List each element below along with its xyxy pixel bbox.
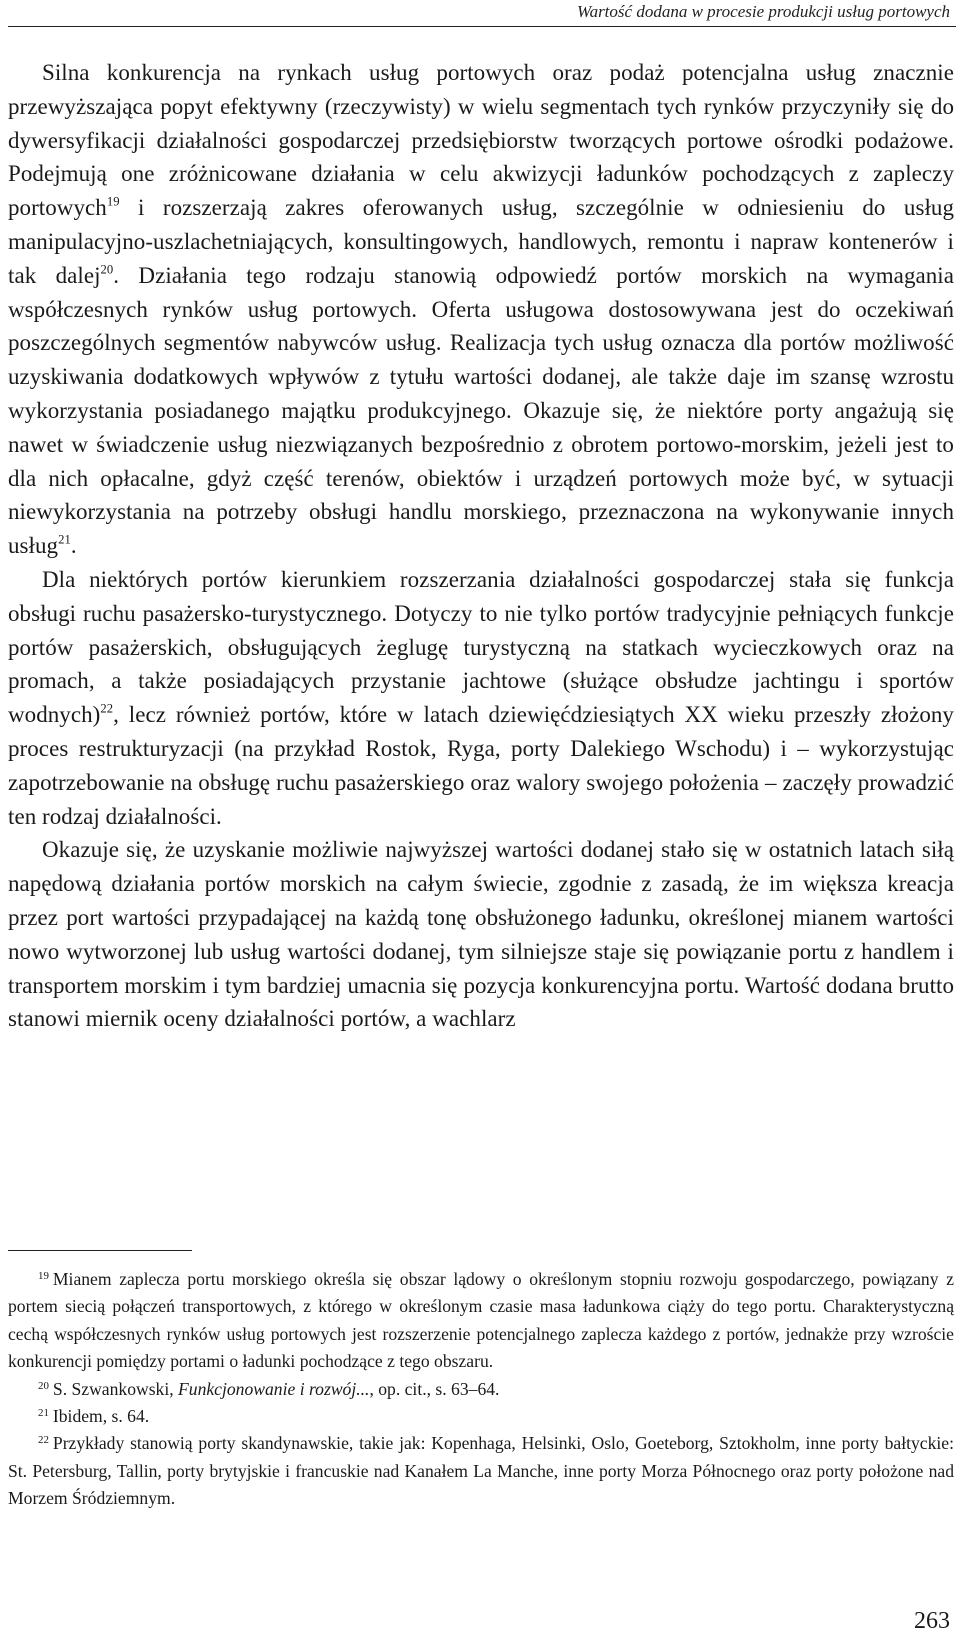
footnote-cited-title: Funkcjonowanie i rozwój...: [178, 1378, 370, 1399]
footnote-text: Przykłady stanowią porty skandynawskie, takie jak: Kopenhaga, Helsinki, Oslo, Goeteborg, Sztokholm, inne porty bałtyckie: St. Petersburg, Tallin, porty brytyjskie i francuskie nad Kanałem La Manche, inne porty Morza Północnego oraz porty położone nad Morzem Śródziemnym.: [8, 1433, 954, 1509]
footnote-text: S. Szwankowski,: [52, 1378, 179, 1399]
footnote-ref-20[interactable]: 20: [100, 262, 114, 277]
footnote-text-end: , op. cit., s. 63–64.: [369, 1378, 500, 1399]
paragraph-1-text-b: i rozszerzają zakres oferowanych usług, szczególnie w odniesieniu do usług manipulacyjno-uszlachetniających, konsultingowych, handlowych, remontu i napraw kontenerów i tak dalej: [8, 195, 954, 288]
paragraph-3: [8, 833, 954, 1036]
footnote-number: 21: [38, 1407, 49, 1420]
footnote-20: [8, 1376, 954, 1403]
paragraph-3-text: Okazuje się, że uzyskanie możliwie najwyższej wartości dodanej stało się w ostatnich latach siłą napędową działania portów morskich na całym świecie, zgodnie z zasadą, że im większa kreacja przez port wartości przypadającej na każdą tonę obsłużonego ładunku, określonej mianem wartości nowo wytworzonej lub usług wartości dodanej, tym silniejsze staje się powiązanie portu z handlem i transportem morskim i tym bardziej umacnia się pozycja konkurencyjna portu. Wartość dodana brutto stanowi miernik oceny działalności portów, a wachlarz: [8, 837, 954, 1032]
footnote-number: 19: [38, 1270, 49, 1282]
paragraph-1-text-c: . Działania tego rodzaju stanowią odpowiedź portów morskich na wymagania współczesnych rynków usług portowych. Oferta usługowa dostosowywana jest do oczekiwań poszczególnych segmentów nabywców usług. Realizacja tych usług oznacza dla portów możliwość uzyskiwania dodatkowych wpływów z tytułu wartości dodanej, ale także daje im szansę wzrostu wykorzystania posiadanego majątku produkcyjnego. Okazuje się, że niektóre porty angażują się nawet w świadczenie usług niezwiązanych bezpośrednio z obrotem portowo-morskim, jeżeli jest to dla nich opłacalne, gdyż część terenów, obiektów i urządzeń portowych może być, w sytuacji niewykorzystania na potrzeby obsługi handlu morskiego, przeznaczona na wykonywanie innych usług: [8, 262, 954, 559]
footnote-ref-22[interactable]: 22: [100, 701, 114, 716]
footnote-21: [8, 1403, 954, 1430]
footnote-22: [8, 1430, 954, 1512]
paragraph-1-text-d: .: [70, 533, 77, 559]
footnote-text: Ibidem, s. 64.: [52, 1406, 150, 1427]
footnote-rule: [8, 1250, 192, 1251]
main-text: [8, 56, 954, 1036]
paragraph-2: [8, 563, 954, 833]
footnote-text: Mianem zaplecza portu morskiego określa się obszar lądowy o określonym stopniu rozwoju gospodarczego, powiązany z portem siecią połączeń transportowych, z którego w określonym czasie masa ładunkowa ciąży do tego portu. Charakterystyczną cechą współczesnych rynków usług portowych jest rozszerzenie potencjalnego zaplecza każdego z portów, jednakże przy wzroście konkurencji pomiędzy portami o ładunki pochodzące z tego obszaru.: [8, 1269, 954, 1372]
header-rule: [8, 26, 956, 27]
running-header-title: Wartość dodana w procesie produkcji usług portowych: [576, 2, 950, 21]
page-number: 263: [914, 1608, 950, 1634]
paragraph-1: [8, 56, 954, 563]
footnote-number: 20: [38, 1379, 49, 1392]
footnote-ref-21[interactable]: 21: [58, 532, 71, 547]
footnote-number: 22: [38, 1434, 49, 1447]
paragraph-1-text-a: Silna konkurencja na rynkach usług portowych oraz podaż potencjalna usług znacznie przewyższająca popyt efektywny (rzeczywisty) w wielu segmentach tych rynków przyczyniły się do dywersyfikacji działalności gospodarczej przedsiębiorstw tworzących portowe ośrodki podażowe. Podejmują one zróżnicowane działania w celu akwizycji ładunków pochodzących z zapleczy portowych: [8, 60, 954, 221]
paragraph-2-text-a: Dla niektórych portów kierunkiem rozszerzania działalności gospodarczej stała się funkcja obsługi ruchu pasażersko-turystycznego. Dotyczy to nie tylko portów tradycyjnie pełniących funkcje portów pasażerskich, obsługujących żeglugę turystyczną na statkach wycieczkowych oraz na promach, a także posiadających przystanie jachtowe (służące obsłudze jachtingu i sportów wodnych): [8, 566, 954, 728]
footnotes: [8, 1266, 954, 1513]
paragraph-2-text-b: , lecz również portów, które w latach dziewięćdziesiątych XX wieku przeszły złożony proces restrukturyzacji (na przykład Rostok, Ryga, porty Dalekiego Wschodu) i – wykorzystując zapotrzebowanie na obsługę ruchu pasażerskiego oraz walory swojego położenia – zaczęły prowadzić ten rodzaj działalności.: [8, 702, 954, 829]
footnote-ref-19[interactable]: 19: [106, 194, 120, 209]
footnote-19: [8, 1266, 954, 1376]
